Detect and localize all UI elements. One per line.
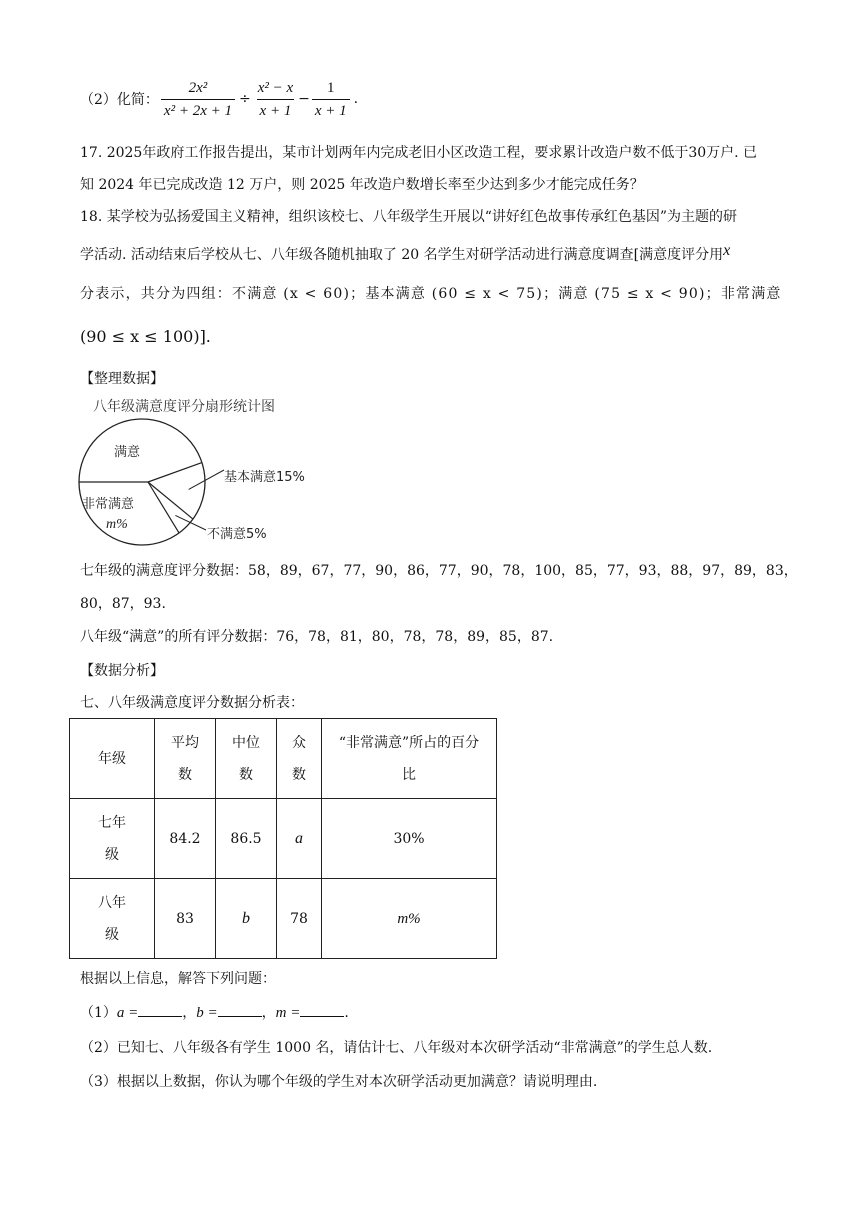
grade8-data: 八年级“满意”的所有评分数据：76，78，81，80，78，78，89，85，87. (80, 629, 554, 645)
q16-part2 (80, 76, 358, 122)
pie-label-very-satisfied-pct: m% (106, 517, 128, 532)
header-grade: 年级 (70, 719, 155, 799)
pie-label-basic: 基本满意15% (224, 470, 305, 485)
q18-line1: 18. 某学校为弘扬爱国主义精神，组织该校七、八年级学生开展以“讲好红色故事传承红色基因”为主题的研 (80, 209, 738, 225)
fraction-2 (255, 79, 296, 120)
q1-b-label: b = (196, 1005, 218, 1021)
table-header-row (70, 719, 497, 799)
cell-grade: 七年 级 (70, 799, 155, 879)
fraction-2-denominator: x + 1 (257, 99, 295, 120)
pie-chart (76, 414, 376, 554)
cell-median: b (216, 879, 277, 959)
header-median: 中位 数 (216, 719, 277, 799)
question-3: （3）根据以上数据，你认为哪个年级的学生对本次研学活动更加满意？请说明理由. (80, 1074, 598, 1090)
q1-m-blank (300, 1002, 344, 1017)
cell-median: 86.5 (216, 799, 277, 879)
cell-mode: 78 (277, 879, 322, 959)
q18-line2-text: 学活动. 活动结束后学校从七、八年级各随机抽取了 20 名学生对研学活动进行满意度调查[满意度评分用 (80, 247, 724, 263)
q17-line1: 17. 2025年政府工作报告提出，某市计划两年内完成老旧小区改造工程，要求累计改造户数不低于30万户. 已 (80, 145, 758, 161)
fraction-3-denominator: x + 1 (312, 99, 350, 120)
cell-grade: 八年 级 (70, 879, 155, 959)
header-mean: 平均 数 (155, 719, 216, 799)
grade7-data-line2: 80，87，93. (80, 596, 166, 612)
q1-prefix: （1） (80, 1005, 117, 1021)
header-very-satisfied-pct: “非常满意”所占的百分 比 (322, 719, 497, 799)
cell-pct: m% (322, 879, 497, 959)
q18-line4: (90 ≤ x ≤ 100)]. (80, 327, 211, 346)
q1-sep-2: ， (261, 1005, 276, 1021)
q18-line2 (80, 244, 730, 264)
fraction-3-numerator: 1 (327, 79, 335, 96)
cell-pct: 30% (322, 799, 497, 879)
divide-sign: ÷ (238, 91, 251, 107)
section-organize-heading: 【整理数据】 (80, 371, 164, 387)
fraction-2-numerator: x² − x (257, 79, 294, 96)
section-analysis-heading: 【数据分析】 (80, 663, 164, 679)
question-2: （2）已知七、八年级各有学生 1000 名，请估计七、八年级对本次研学活动“非常满意”的学生总人数. (80, 1040, 713, 1056)
pie-label-very-satisfied: 非常满意 (82, 497, 135, 512)
q18-line3: 分表示，共分为四组：不满意 (x < 60)；基本满意 (60 ≤ x < 75)；满意 (75 ≤ x < 90)；非常满意 (80, 286, 782, 302)
table-row (70, 799, 497, 879)
header-mode: 众 数 (277, 719, 322, 799)
table-caption: 七、八年级满意度评分数据分析表： (80, 695, 304, 711)
analysis-table (69, 718, 497, 959)
cell-mode: a (277, 799, 322, 879)
grade7-data-line1: 七年级的满意度评分数据：58，89，67，77，90，86，77，90，78，100，85，77，93，88，97，89，83， (80, 563, 798, 579)
fraction-3 (312, 79, 350, 120)
pie-label-unsatisfied: 不满意5% (207, 527, 267, 542)
pie-chart-title: 八年级满意度评分扇形统计图 (93, 399, 275, 415)
q1-sep-1: ， (182, 1005, 197, 1021)
q18-line2-var: x (723, 242, 731, 259)
q16-end: . (353, 91, 359, 107)
cell-mean: 84.2 (155, 799, 216, 879)
fraction-1 (161, 79, 235, 120)
cell-mean: 83 (155, 879, 216, 959)
fraction-1-numerator: 2x² (188, 79, 208, 96)
q17-line2: 知 2024 年已完成改造 12 万户，则 2025 年改造户数增长率至少达到多少才能完成任务？ (80, 177, 644, 193)
question-1 (80, 1002, 349, 1022)
q16-prefix: （2）化简： (80, 92, 159, 108)
q1-end: . (344, 1005, 349, 1021)
questions-intro: 根据以上信息，解答下列问题： (80, 971, 276, 987)
pie-label-satisfied: 满意 (114, 445, 141, 460)
minus-sign: − (298, 91, 310, 107)
q1-b-blank (218, 1002, 262, 1017)
q1-m-label: m = (275, 1005, 301, 1021)
fraction-1-denominator: x² + 2x + 1 (161, 99, 235, 120)
q1-a-label: a = (116, 1005, 139, 1021)
table-row (70, 879, 497, 959)
q1-a-blank (138, 1002, 182, 1017)
